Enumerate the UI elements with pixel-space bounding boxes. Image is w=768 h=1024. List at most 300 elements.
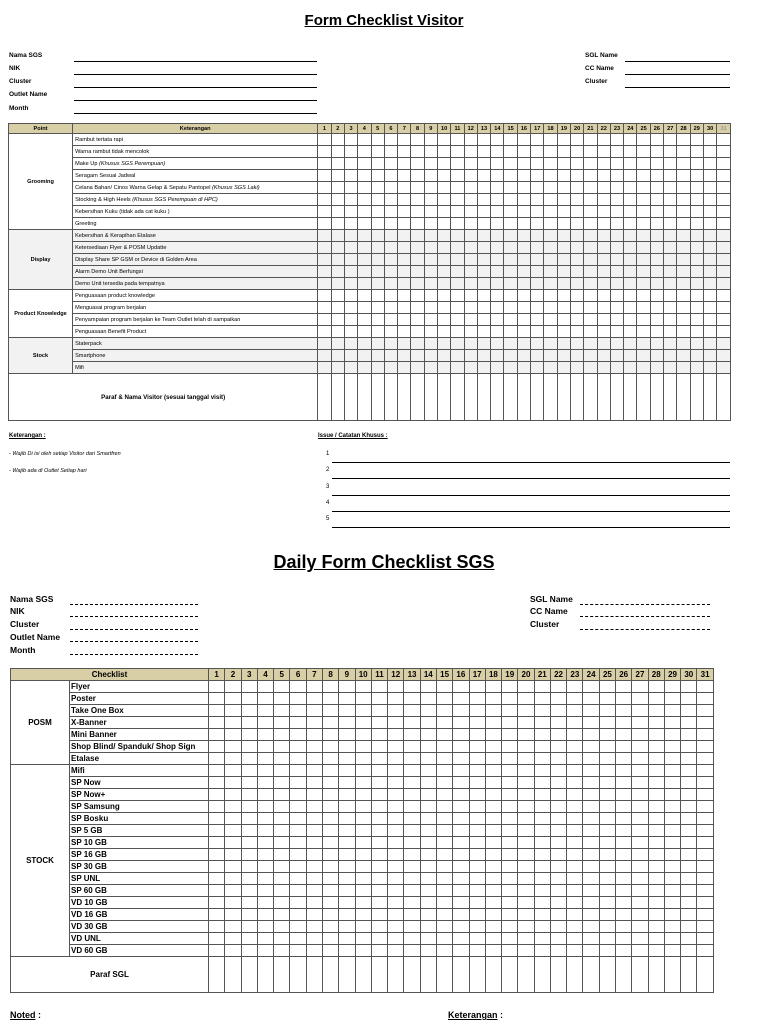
check-cell[interactable]: [420, 801, 436, 813]
check-cell[interactable]: [318, 338, 331, 350]
check-cell[interactable]: [331, 206, 344, 218]
check-cell[interactable]: [570, 326, 583, 338]
check-cell[interactable]: [469, 729, 485, 741]
check-cell[interactable]: [624, 170, 637, 182]
check-cell[interactable]: [584, 278, 597, 290]
check-cell[interactable]: [420, 741, 436, 753]
check-cell[interactable]: [331, 266, 344, 278]
check-cell[interactable]: [632, 933, 648, 945]
check-cell[interactable]: [344, 170, 357, 182]
check-cell[interactable]: [322, 849, 338, 861]
check-cell[interactable]: [648, 717, 664, 729]
check-cell[interactable]: [544, 218, 557, 230]
check-cell[interactable]: [485, 681, 501, 693]
check-cell[interactable]: [504, 230, 517, 242]
check-cell[interactable]: [616, 837, 632, 849]
check-cell[interactable]: [225, 741, 241, 753]
check-cell[interactable]: [306, 717, 322, 729]
check-cell[interactable]: [717, 290, 731, 302]
check-cell[interactable]: [355, 825, 371, 837]
check-cell[interactable]: [550, 813, 566, 825]
check-cell[interactable]: [318, 302, 331, 314]
check-cell[interactable]: [424, 362, 437, 374]
check-cell[interactable]: [717, 182, 731, 194]
check-cell[interactable]: [420, 753, 436, 765]
issue-line[interactable]: [332, 485, 730, 496]
check-cell[interactable]: [650, 350, 663, 362]
check-cell[interactable]: [518, 801, 534, 813]
check-cell[interactable]: [464, 302, 477, 314]
check-cell[interactable]: [534, 861, 550, 873]
check-cell[interactable]: [469, 897, 485, 909]
check-cell[interactable]: [290, 909, 306, 921]
check-cell[interactable]: [648, 681, 664, 693]
check-cell[interactable]: [681, 765, 697, 777]
check-cell[interactable]: [690, 338, 703, 350]
check-cell[interactable]: [570, 218, 583, 230]
check-cell[interactable]: [504, 158, 517, 170]
check-cell[interactable]: [477, 182, 490, 194]
check-cell[interactable]: [355, 753, 371, 765]
signature-cell[interactable]: [464, 374, 477, 421]
check-cell[interactable]: [388, 741, 404, 753]
signature-cell[interactable]: [322, 957, 338, 993]
check-cell[interactable]: [274, 765, 290, 777]
check-cell[interactable]: [355, 921, 371, 933]
signature-cell[interactable]: [664, 374, 677, 421]
check-cell[interactable]: [534, 873, 550, 885]
check-cell[interactable]: [664, 146, 677, 158]
check-cell[interactable]: [436, 945, 452, 957]
check-cell[interactable]: [438, 182, 451, 194]
check-cell[interactable]: [438, 206, 451, 218]
check-cell[interactable]: [318, 254, 331, 266]
signature-cell[interactable]: [355, 957, 371, 993]
check-cell[interactable]: [599, 693, 615, 705]
check-cell[interactable]: [469, 849, 485, 861]
check-cell[interactable]: [677, 146, 690, 158]
signature-cell[interactable]: [597, 374, 610, 421]
check-cell[interactable]: [290, 777, 306, 789]
check-cell[interactable]: [690, 218, 703, 230]
check-cell[interactable]: [477, 350, 490, 362]
check-cell[interactable]: [534, 921, 550, 933]
check-cell[interactable]: [477, 134, 490, 146]
check-cell[interactable]: [650, 362, 663, 374]
check-cell[interactable]: [225, 765, 241, 777]
check-cell[interactable]: [306, 885, 322, 897]
check-cell[interactable]: [344, 302, 357, 314]
check-cell[interactable]: [648, 849, 664, 861]
check-cell[interactable]: [358, 182, 371, 194]
check-cell[interactable]: [703, 278, 716, 290]
check-cell[interactable]: [637, 314, 650, 326]
check-cell[interactable]: [344, 278, 357, 290]
check-cell[interactable]: [241, 945, 257, 957]
issue-line[interactable]: [332, 468, 730, 479]
check-cell[interactable]: [209, 933, 225, 945]
nik-field[interactable]: [74, 65, 317, 75]
check-cell[interactable]: [436, 933, 452, 945]
check-cell[interactable]: [632, 705, 648, 717]
check-cell[interactable]: [355, 813, 371, 825]
check-cell[interactable]: [650, 254, 663, 266]
check-cell[interactable]: [616, 825, 632, 837]
signature-cell[interactable]: [502, 957, 518, 993]
check-cell[interactable]: [464, 254, 477, 266]
check-cell[interactable]: [371, 741, 387, 753]
check-cell[interactable]: [209, 717, 225, 729]
check-cell[interactable]: [469, 933, 485, 945]
check-cell[interactable]: [690, 170, 703, 182]
check-cell[interactable]: [567, 693, 583, 705]
check-cell[interactable]: [209, 753, 225, 765]
check-cell[interactable]: [451, 242, 464, 254]
signature-cell[interactable]: [257, 957, 273, 993]
check-cell[interactable]: [584, 134, 597, 146]
check-cell[interactable]: [597, 314, 610, 326]
check-cell[interactable]: [664, 777, 680, 789]
check-cell[interactable]: [469, 909, 485, 921]
check-cell[interactable]: [664, 290, 677, 302]
check-cell[interactable]: [518, 885, 534, 897]
check-cell[interactable]: [681, 933, 697, 945]
check-cell[interactable]: [610, 302, 623, 314]
check-cell[interactable]: [610, 362, 623, 374]
check-cell[interactable]: [518, 693, 534, 705]
check-cell[interactable]: [616, 933, 632, 945]
check-cell[interactable]: [491, 230, 504, 242]
check-cell[interactable]: [241, 693, 257, 705]
check-cell[interactable]: [518, 705, 534, 717]
check-cell[interactable]: [371, 350, 384, 362]
check-cell[interactable]: [241, 861, 257, 873]
check-cell[interactable]: [241, 909, 257, 921]
check-cell[interactable]: [664, 302, 677, 314]
check-cell[interactable]: [339, 861, 355, 873]
signature-cell[interactable]: [404, 957, 420, 993]
check-cell[interactable]: [624, 218, 637, 230]
check-cell[interactable]: [225, 861, 241, 873]
check-cell[interactable]: [648, 897, 664, 909]
check-cell[interactable]: [436, 825, 452, 837]
check-cell[interactable]: [677, 242, 690, 254]
check-cell[interactable]: [331, 314, 344, 326]
check-cell[interactable]: [384, 362, 397, 374]
check-cell[interactable]: [637, 302, 650, 314]
check-cell[interactable]: [517, 350, 530, 362]
check-cell[interactable]: [637, 158, 650, 170]
check-cell[interactable]: [257, 849, 273, 861]
check-cell[interactable]: [420, 825, 436, 837]
check-cell[interactable]: [451, 158, 464, 170]
check-cell[interactable]: [616, 849, 632, 861]
check-cell[interactable]: [453, 849, 469, 861]
check-cell[interactable]: [502, 933, 518, 945]
check-cell[interactable]: [531, 278, 544, 290]
check-cell[interactable]: [318, 158, 331, 170]
check-cell[interactable]: [339, 849, 355, 861]
check-cell[interactable]: [257, 825, 273, 837]
check-cell[interactable]: [632, 909, 648, 921]
check-cell[interactable]: [597, 134, 610, 146]
check-cell[interactable]: [355, 705, 371, 717]
check-cell[interactable]: [570, 362, 583, 374]
check-cell[interactable]: [388, 789, 404, 801]
check-cell[interactable]: [344, 146, 357, 158]
check-cell[interactable]: [477, 218, 490, 230]
check-cell[interactable]: [550, 729, 566, 741]
check-cell[interactable]: [411, 314, 424, 326]
check-cell[interactable]: [531, 362, 544, 374]
check-cell[interactable]: [451, 254, 464, 266]
check-cell[interactable]: [550, 777, 566, 789]
check-cell[interactable]: [690, 254, 703, 266]
check-cell[interactable]: [371, 729, 387, 741]
check-cell[interactable]: [436, 861, 452, 873]
check-cell[interactable]: [697, 945, 713, 957]
check-cell[interactable]: [681, 717, 697, 729]
check-cell[interactable]: [257, 681, 273, 693]
check-cell[interactable]: [451, 302, 464, 314]
check-cell[interactable]: [632, 753, 648, 765]
check-cell[interactable]: [241, 789, 257, 801]
check-cell[interactable]: [517, 170, 530, 182]
check-cell[interactable]: [677, 278, 690, 290]
check-cell[interactable]: [717, 134, 731, 146]
check-cell[interactable]: [358, 338, 371, 350]
check-cell[interactable]: [339, 945, 355, 957]
check-cell[interactable]: [404, 741, 420, 753]
check-cell[interactable]: [697, 741, 713, 753]
check-cell[interactable]: [583, 825, 599, 837]
check-cell[interactable]: [318, 290, 331, 302]
check-cell[interactable]: [557, 158, 570, 170]
check-cell[interactable]: [624, 182, 637, 194]
check-cell[interactable]: [209, 849, 225, 861]
check-cell[interactable]: [534, 897, 550, 909]
check-cell[interactable]: [502, 837, 518, 849]
check-cell[interactable]: [411, 218, 424, 230]
check-cell[interactable]: [424, 290, 437, 302]
check-cell[interactable]: [610, 290, 623, 302]
check-cell[interactable]: [322, 945, 338, 957]
check-cell[interactable]: [436, 765, 452, 777]
check-cell[interactable]: [485, 849, 501, 861]
check-cell[interactable]: [550, 933, 566, 945]
check-cell[interactable]: [597, 158, 610, 170]
check-cell[interactable]: [469, 681, 485, 693]
check-cell[interactable]: [517, 302, 530, 314]
check-cell[interactable]: [531, 182, 544, 194]
check-cell[interactable]: [477, 314, 490, 326]
check-cell[interactable]: [697, 849, 713, 861]
check-cell[interactable]: [438, 338, 451, 350]
check-cell[interactable]: [502, 861, 518, 873]
check-cell[interactable]: [398, 350, 411, 362]
check-cell[interactable]: [477, 290, 490, 302]
check-cell[interactable]: [544, 278, 557, 290]
check-cell[interactable]: [697, 873, 713, 885]
check-cell[interactable]: [358, 254, 371, 266]
check-cell[interactable]: [616, 753, 632, 765]
check-cell[interactable]: [583, 813, 599, 825]
check-cell[interactable]: [388, 909, 404, 921]
check-cell[interactable]: [453, 885, 469, 897]
check-cell[interactable]: [550, 861, 566, 873]
check-cell[interactable]: [531, 206, 544, 218]
check-cell[interactable]: [290, 765, 306, 777]
check-cell[interactable]: [632, 825, 648, 837]
check-cell[interactable]: [398, 338, 411, 350]
check-cell[interactable]: [690, 134, 703, 146]
check-cell[interactable]: [583, 777, 599, 789]
check-cell[interactable]: [557, 278, 570, 290]
check-cell[interactable]: [257, 777, 273, 789]
check-cell[interactable]: [464, 326, 477, 338]
check-cell[interactable]: [355, 717, 371, 729]
check-cell[interactable]: [677, 338, 690, 350]
check-cell[interactable]: [632, 729, 648, 741]
check-cell[interactable]: [274, 705, 290, 717]
signature-cell[interactable]: [504, 374, 517, 421]
check-cell[interactable]: [257, 897, 273, 909]
check-cell[interactable]: [534, 681, 550, 693]
check-cell[interactable]: [290, 729, 306, 741]
check-cell[interactable]: [717, 350, 731, 362]
check-cell[interactable]: [371, 134, 384, 146]
check-cell[interactable]: [664, 897, 680, 909]
check-cell[interactable]: [664, 254, 677, 266]
check-cell[interactable]: [306, 693, 322, 705]
check-cell[interactable]: [650, 314, 663, 326]
check-cell[interactable]: [517, 218, 530, 230]
check-cell[interactable]: [599, 753, 615, 765]
check-cell[interactable]: [504, 326, 517, 338]
check-cell[interactable]: [398, 170, 411, 182]
check-cell[interactable]: [209, 729, 225, 741]
check-cell[interactable]: [411, 194, 424, 206]
check-cell[interactable]: [209, 837, 225, 849]
check-cell[interactable]: [531, 326, 544, 338]
check-cell[interactable]: [648, 705, 664, 717]
check-cell[interactable]: [436, 837, 452, 849]
check-cell[interactable]: [274, 753, 290, 765]
check-cell[interactable]: [209, 741, 225, 753]
signature-cell[interactable]: [697, 957, 713, 993]
check-cell[interactable]: [534, 777, 550, 789]
check-cell[interactable]: [610, 182, 623, 194]
check-cell[interactable]: [451, 170, 464, 182]
check-cell[interactable]: [485, 861, 501, 873]
check-cell[interactable]: [290, 885, 306, 897]
check-cell[interactable]: [257, 789, 273, 801]
check-cell[interactable]: [681, 885, 697, 897]
check-cell[interactable]: [491, 170, 504, 182]
check-cell[interactable]: [453, 717, 469, 729]
check-cell[interactable]: [469, 945, 485, 957]
outlet-name-field[interactable]: [74, 91, 317, 101]
check-cell[interactable]: [358, 242, 371, 254]
check-cell[interactable]: [697, 777, 713, 789]
check-cell[interactable]: [616, 813, 632, 825]
check-cell[interactable]: [290, 705, 306, 717]
check-cell[interactable]: [371, 146, 384, 158]
check-cell[interactable]: [677, 350, 690, 362]
check-cell[interactable]: [624, 350, 637, 362]
check-cell[interactable]: [557, 218, 570, 230]
check-cell[interactable]: [464, 338, 477, 350]
check-cell[interactable]: [318, 278, 331, 290]
check-cell[interactable]: [690, 314, 703, 326]
check-cell[interactable]: [398, 182, 411, 194]
check-cell[interactable]: [650, 146, 663, 158]
check-cell[interactable]: [225, 777, 241, 789]
check-cell[interactable]: [624, 326, 637, 338]
check-cell[interactable]: [518, 753, 534, 765]
check-cell[interactable]: [703, 326, 716, 338]
check-cell[interactable]: [355, 873, 371, 885]
check-cell[interactable]: [371, 921, 387, 933]
check-cell[interactable]: [404, 729, 420, 741]
check-cell[interactable]: [318, 182, 331, 194]
check-cell[interactable]: [485, 741, 501, 753]
check-cell[interactable]: [464, 314, 477, 326]
check-cell[interactable]: [616, 801, 632, 813]
check-cell[interactable]: [485, 921, 501, 933]
check-cell[interactable]: [557, 314, 570, 326]
check-cell[interactable]: [274, 801, 290, 813]
check-cell[interactable]: [241, 765, 257, 777]
check-cell[interactable]: [318, 314, 331, 326]
check-cell[interactable]: [567, 837, 583, 849]
signature-cell[interactable]: [290, 957, 306, 993]
check-cell[interactable]: [388, 801, 404, 813]
check-cell[interactable]: [322, 789, 338, 801]
check-cell[interactable]: [209, 945, 225, 957]
check-cell[interactable]: [517, 314, 530, 326]
check-cell[interactable]: [502, 897, 518, 909]
check-cell[interactable]: [209, 789, 225, 801]
check-cell[interactable]: [550, 897, 566, 909]
check-cell[interactable]: [570, 242, 583, 254]
check-cell[interactable]: [371, 681, 387, 693]
check-cell[interactable]: [344, 290, 357, 302]
check-cell[interactable]: [339, 897, 355, 909]
check-cell[interactable]: [677, 182, 690, 194]
check-cell[interactable]: [681, 909, 697, 921]
check-cell[interactable]: [637, 182, 650, 194]
check-cell[interactable]: [322, 777, 338, 789]
check-cell[interactable]: [344, 194, 357, 206]
check-cell[interactable]: [690, 194, 703, 206]
check-cell[interactable]: [464, 146, 477, 158]
check-cell[interactable]: [485, 909, 501, 921]
check-cell[interactable]: [209, 765, 225, 777]
check-cell[interactable]: [550, 945, 566, 957]
check-cell[interactable]: [339, 873, 355, 885]
signature-cell[interactable]: [469, 957, 485, 993]
check-cell[interactable]: [331, 242, 344, 254]
check-cell[interactable]: [584, 230, 597, 242]
signature-cell[interactable]: [225, 957, 241, 993]
check-cell[interactable]: [491, 218, 504, 230]
check-cell[interactable]: [664, 278, 677, 290]
check-cell[interactable]: [610, 326, 623, 338]
check-cell[interactable]: [424, 218, 437, 230]
check-cell[interactable]: [504, 266, 517, 278]
check-cell[interactable]: [624, 278, 637, 290]
